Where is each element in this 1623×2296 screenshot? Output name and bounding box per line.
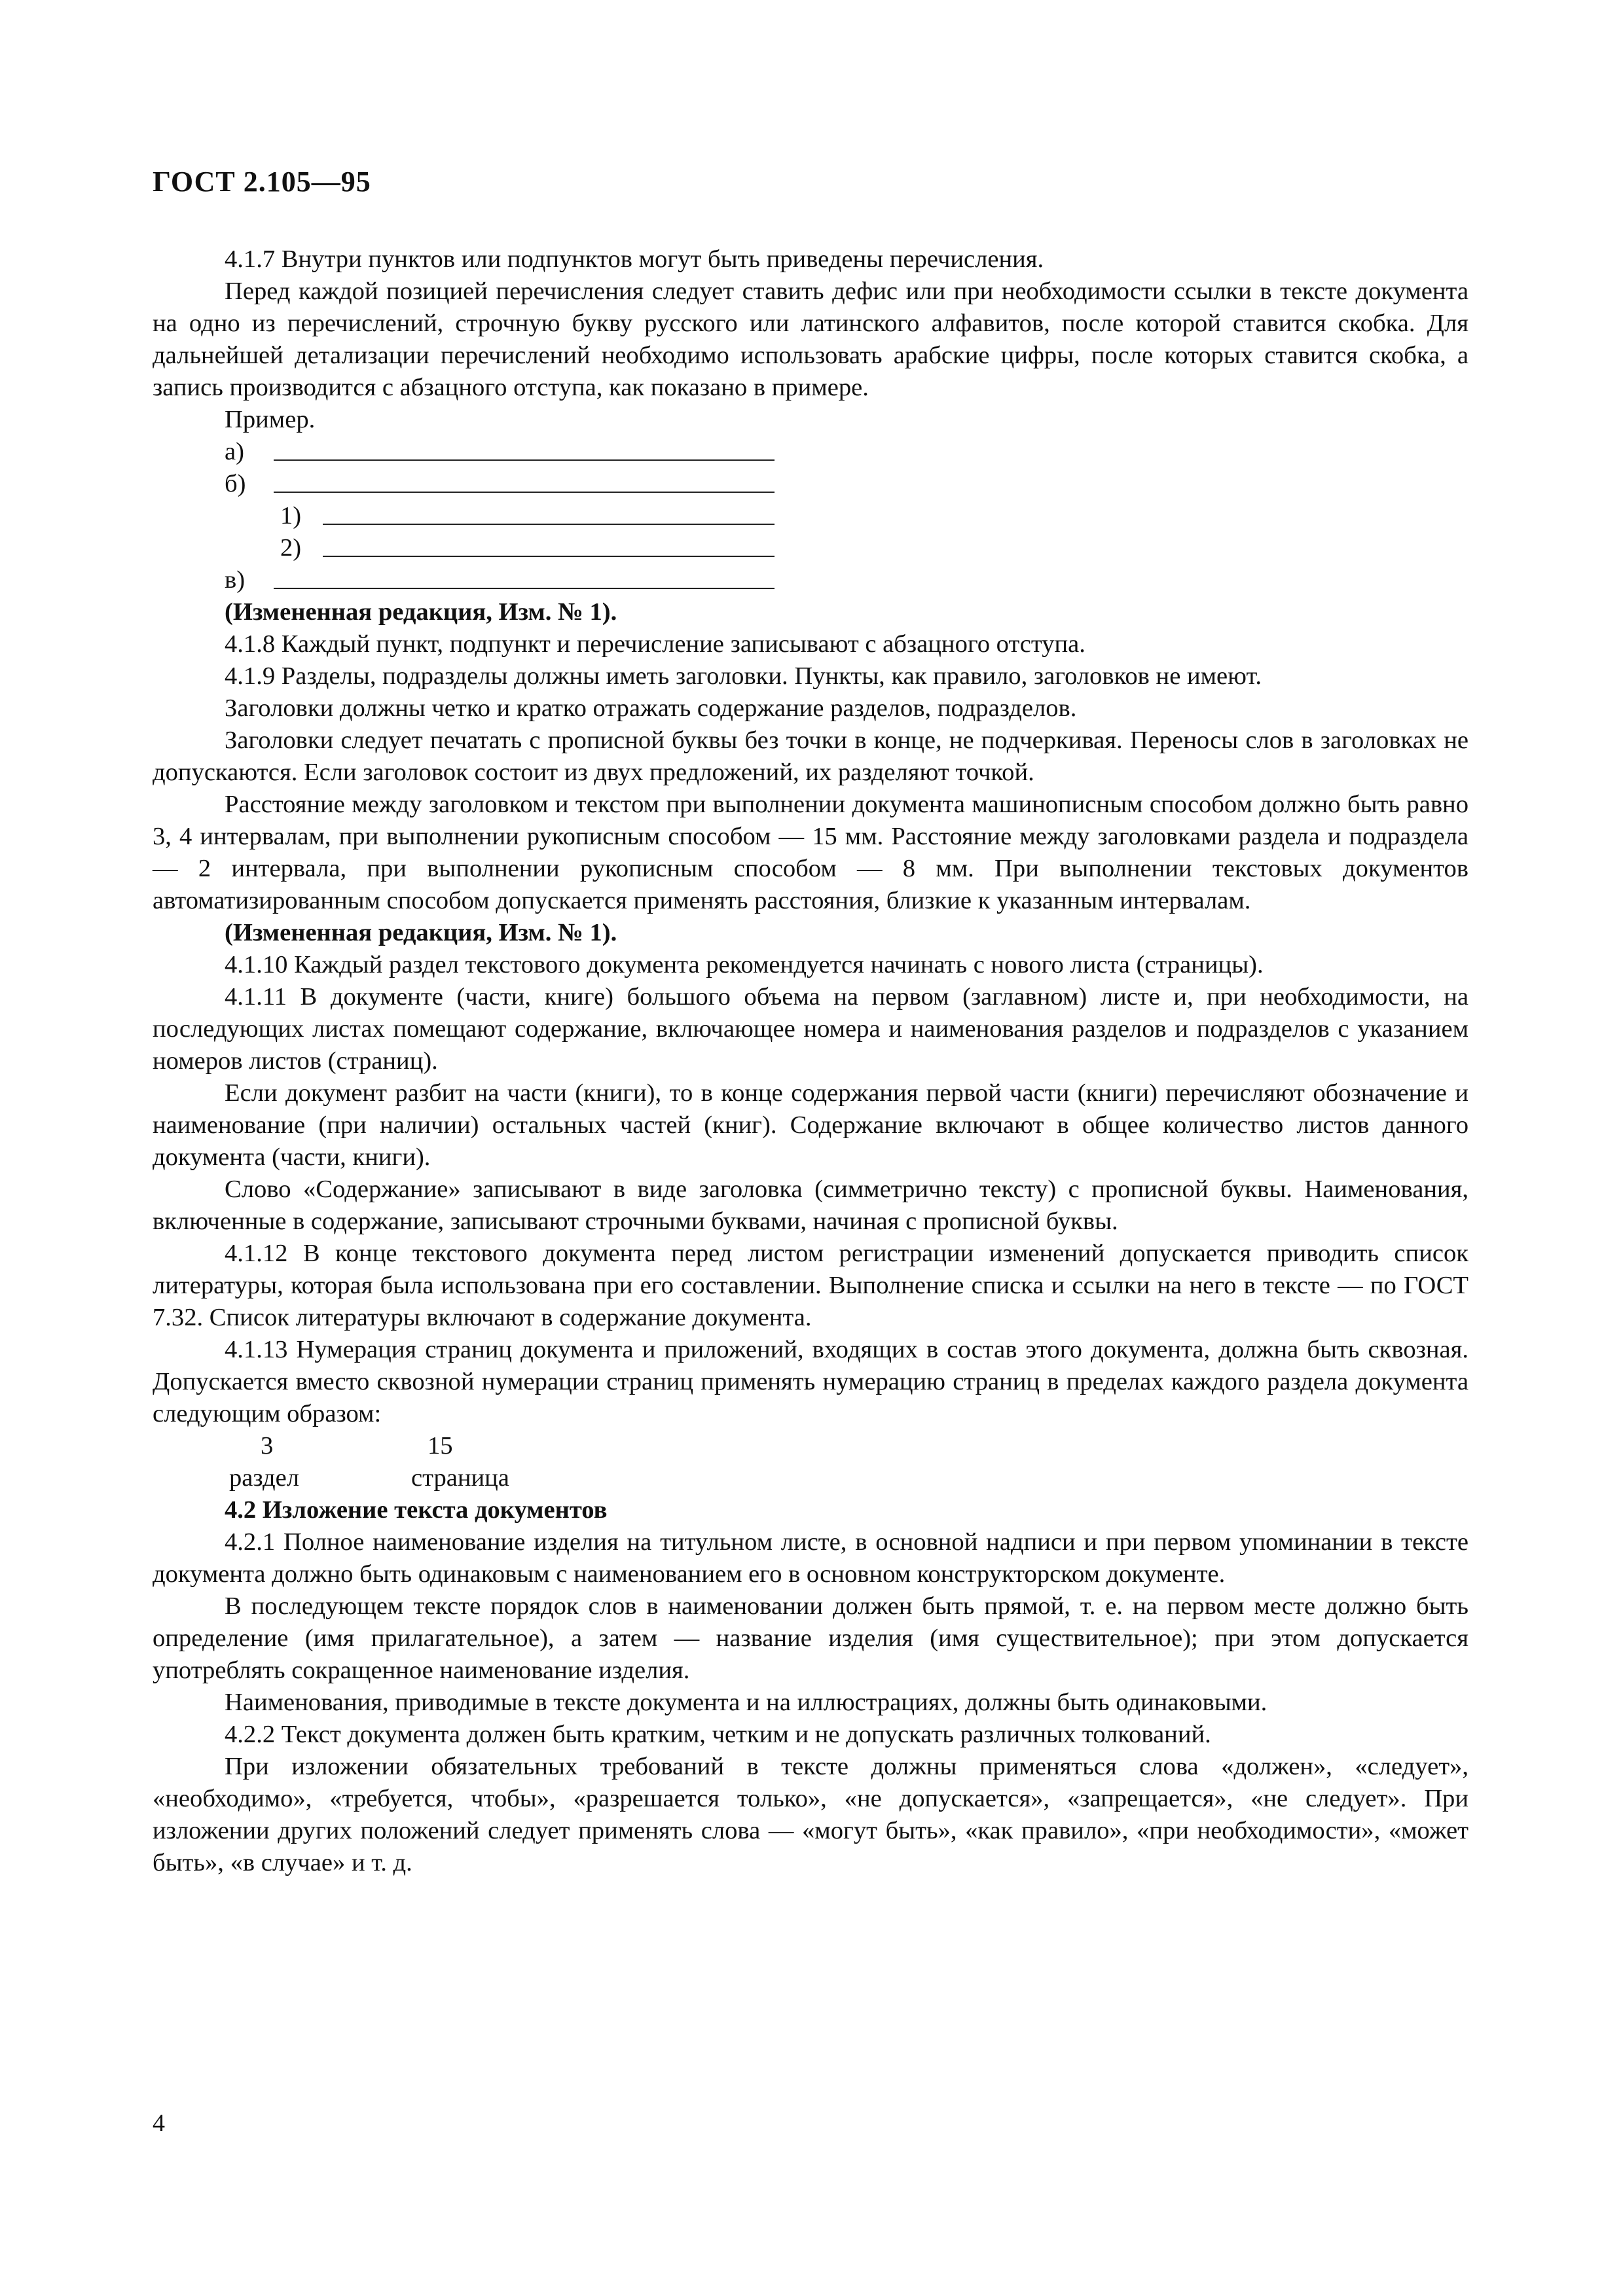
paragraph-4-1-13: 4.1.13 Нумерация страниц документа и приложений, входящих в состав этого документа, должна быть сквозная. Допускается вместо сквозной нумерации страниц применять нумерацию страниц в пределах каждого раздела документа следующим образом: <box>153 1336 1468 1427</box>
paragraph-headings-format: Заголовки следует печатать с прописной буквы без точки в конце, не подчеркивая. Переносы слов в заголовках не допускаются. Если заголовок состоит из двух предложений, их разделяют точкой. <box>153 726 1468 786</box>
page-caption: страница <box>411 1464 509 1492</box>
enumeration-subitem <box>153 532 1468 564</box>
paragraph-word-order: В последующем тексте порядок слов в наименовании должен быть прямой, т. е. на первом месте должно быть определение (имя прилагательное), а затем — название изделия (имя существительное); при этом допускается употреблять сокращенное наименование изделия. <box>153 1592 1468 1684</box>
enumeration-item <box>153 468 1468 500</box>
blank-line <box>274 459 775 461</box>
paragraph-4-2-1: 4.2.1 Полное наименование изделия на титульном листе, в основной надписи и при первом упоминании в тексте документа должно быть одинаковым с наименованием его в основном конструкторском документе. <box>153 1528 1468 1588</box>
paragraph-4-1-7: 4.1.7 Внутри пунктов или подпунктов могут быть приведены перечисления. <box>225 245 1044 273</box>
enumeration-item <box>153 564 1468 596</box>
enumeration-marker: в) <box>225 566 246 594</box>
blank-line <box>323 524 775 525</box>
blank-line <box>323 556 775 557</box>
revision-note: (Измененная редакция, Изм. № 1). <box>225 598 617 626</box>
enumeration-marker: 1) <box>280 502 302 529</box>
enumeration-marker: 2) <box>280 534 302 562</box>
enumeration-example <box>153 436 1468 596</box>
enumeration-marker: а) <box>225 438 244 465</box>
page-number: 4 <box>153 2109 165 2137</box>
paragraph-contents-parts: Если документ разбит на части (книги), то в конце содержания первой части (книги) перечисляют обозначение и наименование (при наличии) остальных частей (книг). Содержание включают в общее количество листов данного документа (части, книги). <box>153 1079 1468 1171</box>
enumeration-item <box>153 436 1468 468</box>
page-header: ГОСТ 2.105—95 <box>153 166 371 198</box>
paragraph-4-1-8: 4.1.8 Каждый пункт, подпункт и перечисление записывают с абзацного отступа. <box>225 630 1085 658</box>
enumeration-marker: б) <box>225 470 246 497</box>
section-caption: раздел <box>229 1464 299 1492</box>
paragraph-headings-spacing: Расстояние между заголовком и текстом при выполнении документа машинописным способом должно быть равно 3, 4 интервалам, при выполнении рукописным способом — 15 мм. Расстояние между заголовками раздела и подраздела — 2 интервала, при выполнении рукописным способом — 8 мм. При выполнении текстовых документов автоматизированным способом допускается применять расстояния, близкие к указанным интервалам. <box>153 791 1468 914</box>
document-body <box>153 243 1468 1879</box>
paragraph-4-1-12: 4.1.12 В конце текстового документа перед листом регистрации изменений допускается приводить список литературы, которая была использована при его составлении. Выполнение списка и ссылки на него в тексте — по ГОСТ 7.32. Список литературы включают в содержание документа. <box>153 1240 1468 1331</box>
paragraph-4-1-10: 4.1.10 Каждый раздел текстового документа рекомендуется начинать с нового листа (страницы). <box>225 951 1264 978</box>
blank-line <box>274 492 775 493</box>
blank-line <box>274 588 775 589</box>
paragraph-headings-content: Заголовки должны четко и кратко отражать содержание разделов, подразделов. <box>225 694 1077 722</box>
page-number-sample: 15 <box>428 1432 453 1460</box>
paragraph-mandatory-words: При изложении обязательных требований в тексте должны применяться слова «должен», «следует», «необходимо», «требуется, чтобы», «разрешается только», «не допускается», «запрещается», «не следует». При изложении других положений следует применять слова — «могут быть», «как правило», «при необходимости», «может быть», «в случае» и т. д. <box>153 1753 1468 1876</box>
paragraph-4-1-11: 4.1.11 В документе (части, книге) большого объема на первом (заглавном) листе и, при необходимости, на последующих листах помещают содержание, включающее номера и наименования разделов и подразделов с указанием номеров листов (страниц). <box>153 983 1468 1075</box>
revision-note: (Измененная редакция, Изм. № 1). <box>225 919 617 946</box>
paragraph-names-consistency: Наименования, приводимые в тексте документа и на иллюстрациях, должны быть одинаковыми. <box>225 1689 1267 1716</box>
enumeration-subitem <box>153 500 1468 532</box>
page-numbering-example <box>153 1430 1468 1494</box>
paragraph-enumeration-rules: Перед каждой позицией перечисления следует ставить дефис или при необходимости ссылки в тексте документа на одно из перечислений, строчную букву русского или латинского алфавитов, после которой ставится скобка. Для дальнейшей детализации перечислений необходимо использовать арабские цифры, после которых ставится скобка, а запись производится с абзацного отступа, как показано в примере. <box>153 278 1468 401</box>
paragraph-4-2-2: 4.2.2 Текст документа должен быть кратким, четким и не допускать различных толкований. <box>225 1721 1211 1748</box>
section-number: 3 <box>261 1432 274 1460</box>
paragraph-4-1-9: 4.1.9 Разделы, подразделы должны иметь заголовки. Пункты, как правило, заголовков не имеют. <box>225 662 1262 690</box>
example-label: Пример. <box>225 406 316 433</box>
section-heading-4-2: 4.2 Изложение текста документов <box>225 1496 608 1524</box>
paragraph-contents-word: Слово «Содержание» записывают в виде заголовка (симметрично тексту) с прописной буквы. Наименования, включенные в содержание, записывают строчными буквами, начиная с прописной буквы. <box>153 1175 1468 1235</box>
